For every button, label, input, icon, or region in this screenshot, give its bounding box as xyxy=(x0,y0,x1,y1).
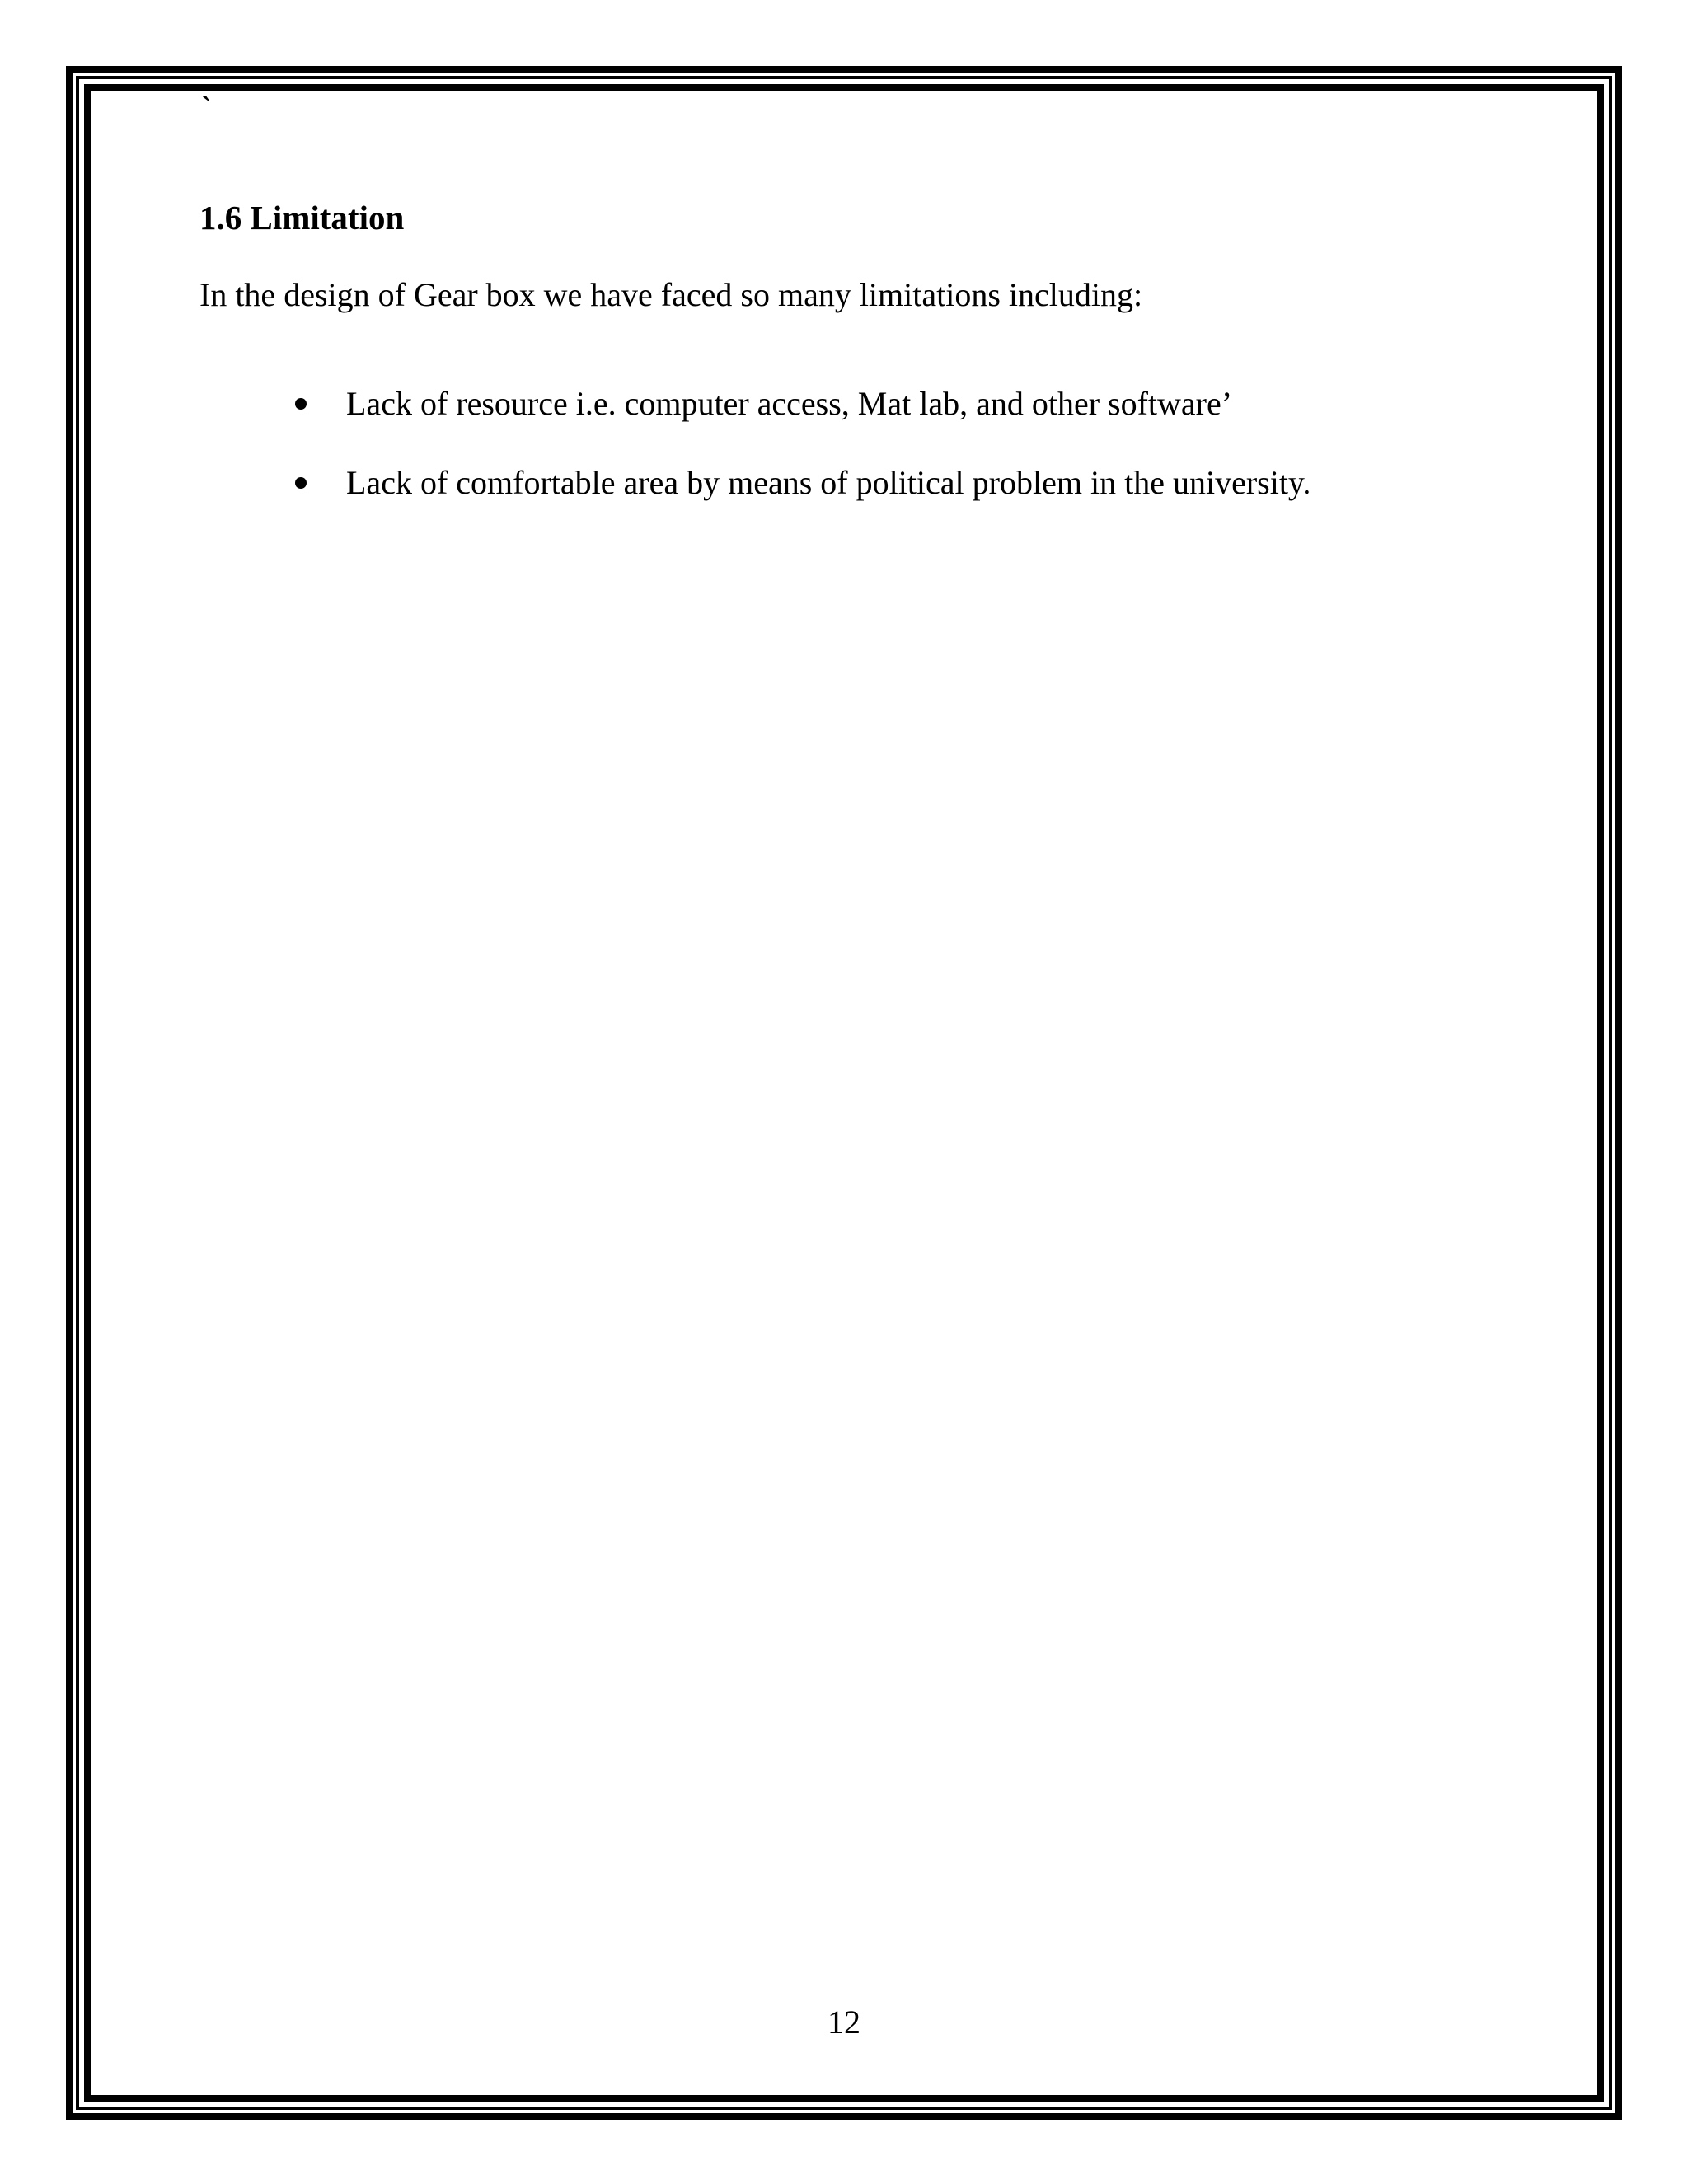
bullet-icon xyxy=(295,477,307,489)
page-number: 12 xyxy=(828,2004,860,2041)
stray-backtick-mark: ` xyxy=(201,90,213,127)
list-item-text: Lack of resource i.e. computer access, Mat lab, and other software’ xyxy=(346,385,1233,422)
intro-paragraph: In the design of Gear box we have faced so many limitations including: xyxy=(199,276,1143,313)
bullet-icon xyxy=(295,398,307,410)
section-heading: 1.6 Limitation xyxy=(199,199,405,237)
list-item-text: Lack of comfortable area by means of political problem in the university. xyxy=(346,464,1311,501)
